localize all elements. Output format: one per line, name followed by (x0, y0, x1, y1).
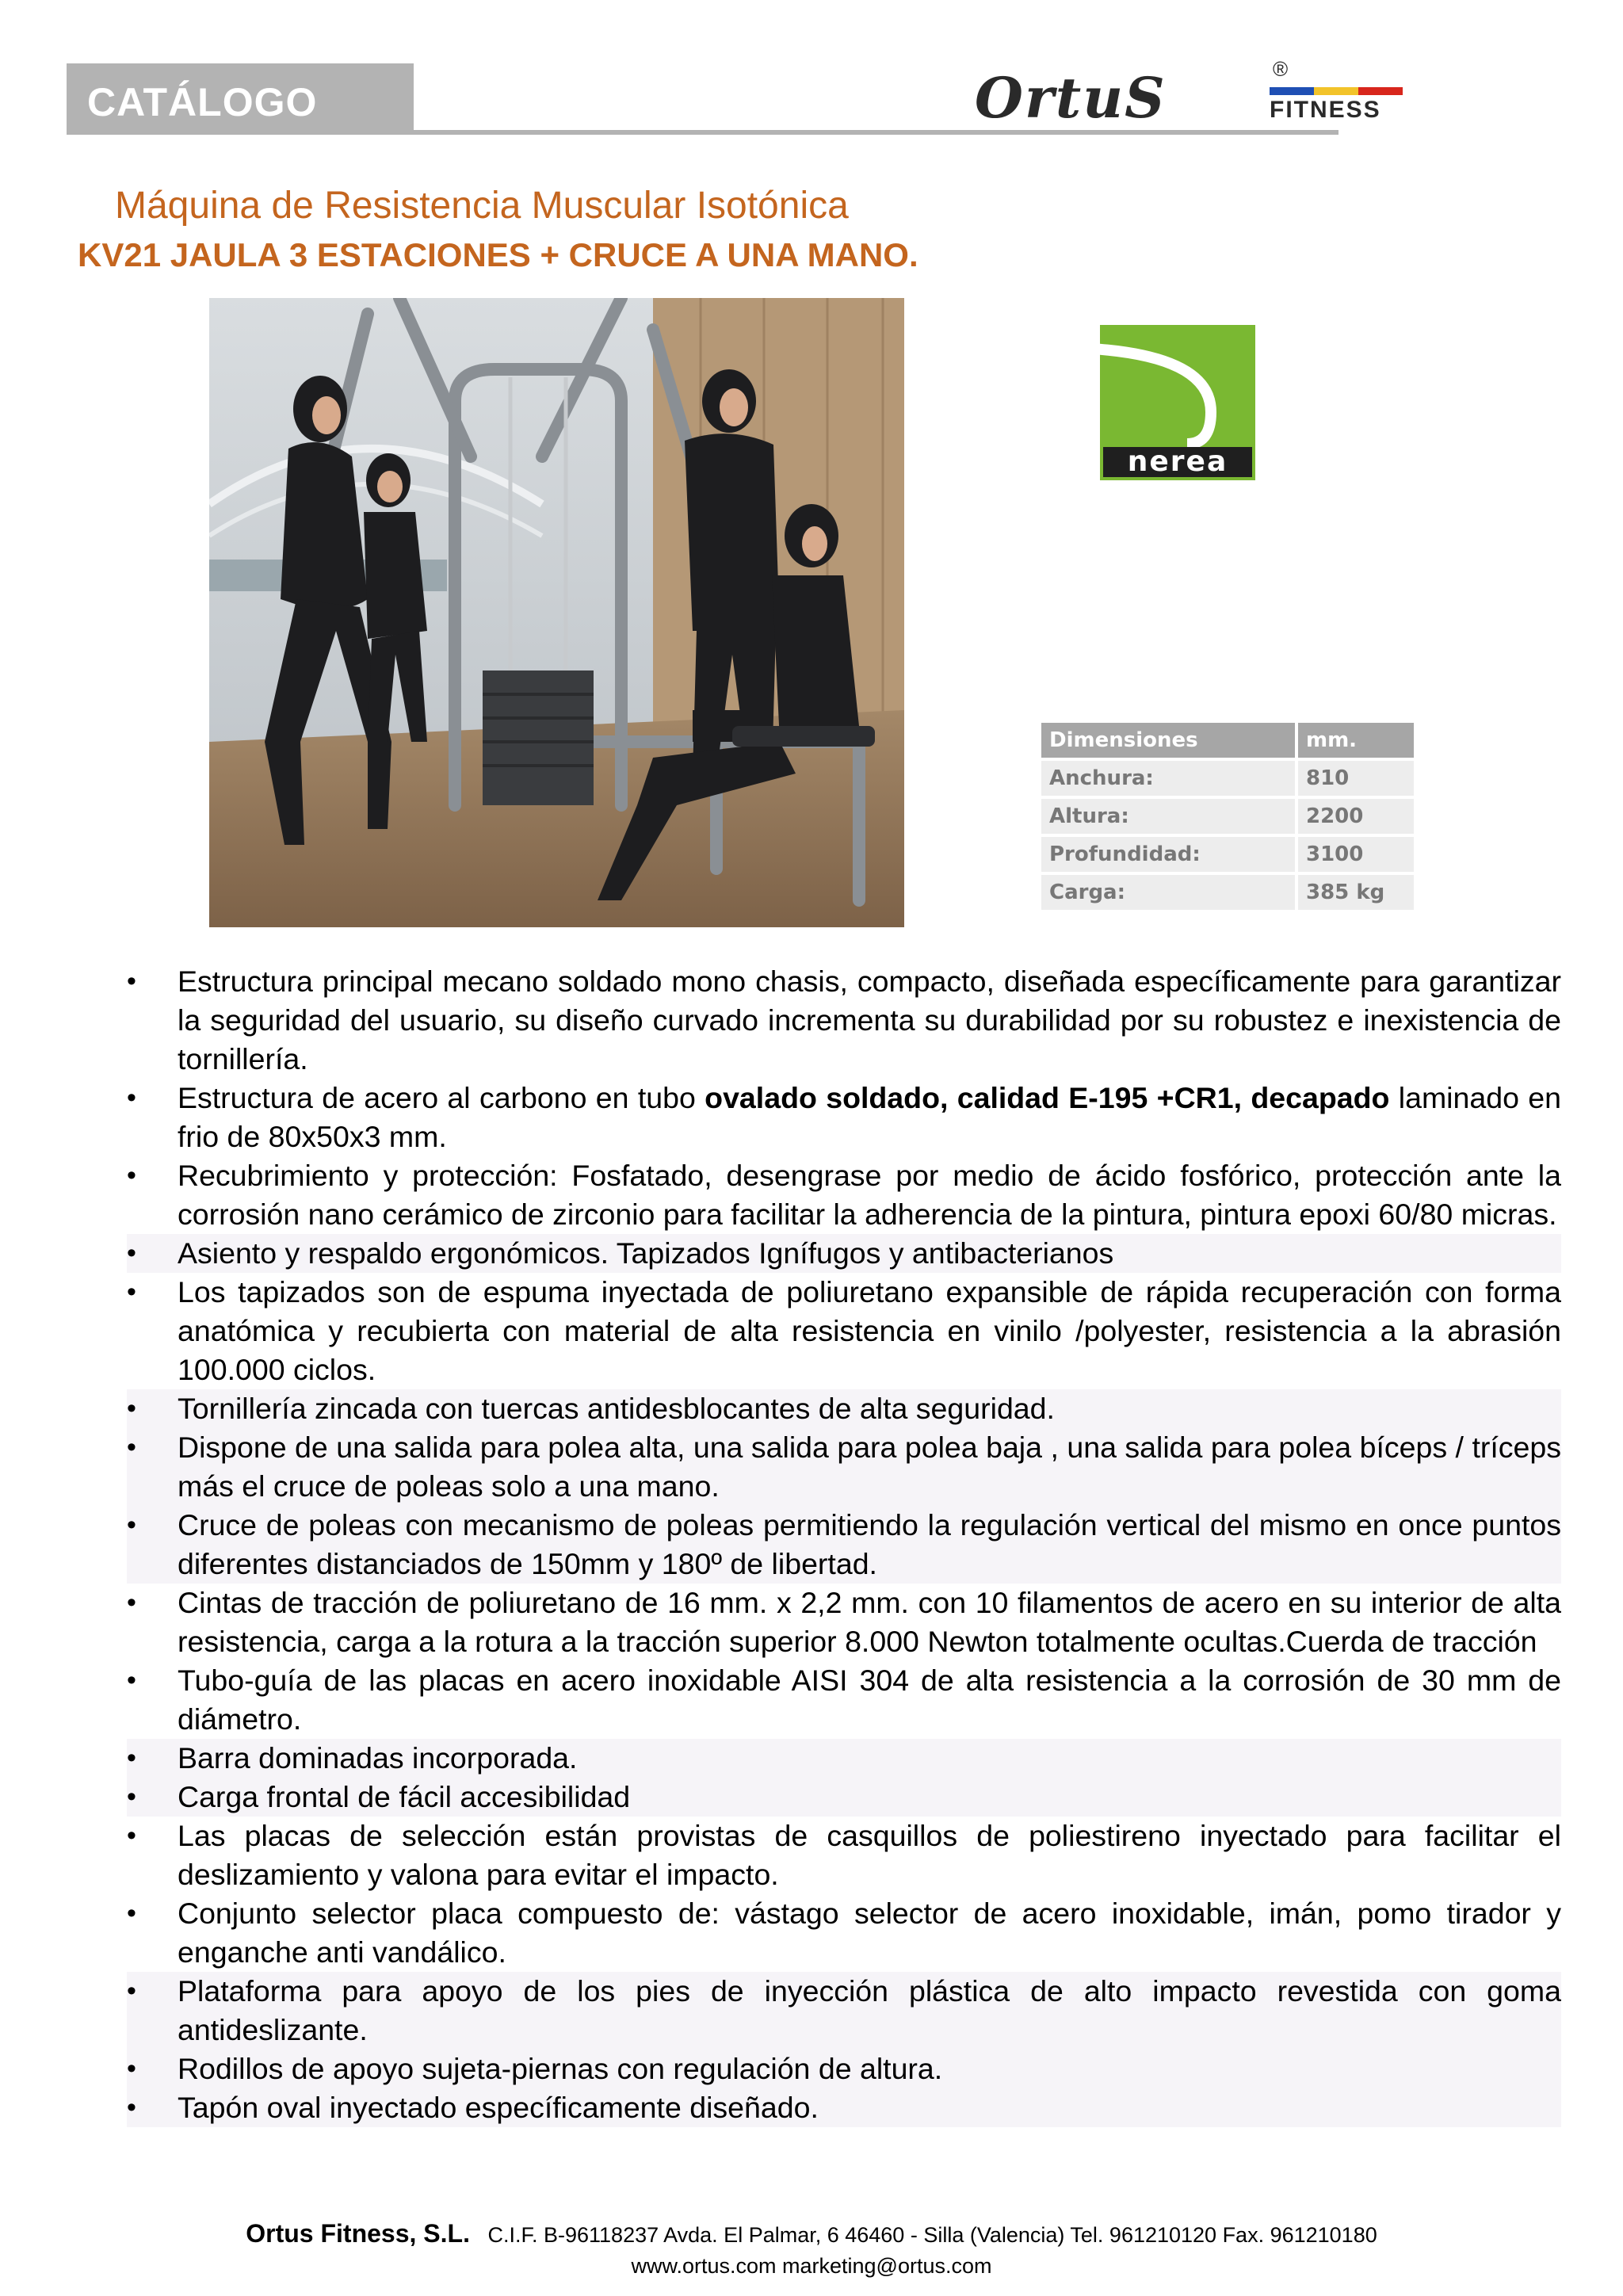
feature-text: Cintas de tracción de poliuretano de 16 mm. x 2,2 mm. con 10 filamentos de acero en su interior de alta resistencia, carga a la rotura a la tracción superior 8.000 Newton totalmente ocultas.Cuerda de tracción (178, 1586, 1561, 1658)
logo-stripe-blue (1270, 87, 1314, 95)
feature-text: Barra dominadas incorporada. (178, 1741, 578, 1775)
feature-item (127, 2088, 1561, 2127)
logo-fitness-text: FITNESS (1270, 97, 1381, 123)
dimension-label: Profundidad: (1041, 837, 1295, 872)
feature-text: Estructura de acero al carbono en tubo (178, 1081, 705, 1114)
feature-item (127, 1661, 1561, 1739)
feature-item (127, 1273, 1561, 1389)
feature-text: Recubrimiento y protección: Fosfatado, desengrase por medio de ácido fosfórico, protección ante la corrosión nano cerámico de zirconio para facilitar la adherencia de la pintura, pintura epoxi 60/80 micras. (178, 1159, 1561, 1231)
dimension-value: 2200 (1298, 799, 1414, 834)
feature-item (127, 1894, 1561, 1972)
logo-stripe-yellow (1314, 87, 1358, 95)
logo-wordmark: OrtuS (975, 65, 1167, 131)
feature-item (127, 1972, 1561, 2050)
footer-line (0, 2219, 1623, 2248)
feature-text: Conjunto selector placa compuesto de: vástago selector de acero inoxidable, imán, pomo tirador y enganche anti vandálico. (178, 1897, 1561, 1969)
feature-text: Tubo-guía de las placas en acero inoxidable AISI 304 de alta resistencia a la corrosión de 30 mm de diámetro. (178, 1664, 1561, 1736)
feature-emphasis: ovalado soldado, calidad E-195 +CR1, decapado (705, 1081, 1390, 1114)
feature-text: Dispone de una salida para polea alta, una salida para polea baja , una salida para polea bíceps / tríceps más el cruce de poleas solo a una mano. (178, 1431, 1561, 1503)
nerea-label: nerea (1103, 447, 1252, 477)
dimension-value: 810 (1298, 761, 1414, 796)
product-title: KV21 JAULA 3 ESTACIONES + CRUCE A UNA MANO. (78, 236, 918, 273)
dimension-value: 385 kg (1298, 875, 1414, 910)
product-photo (209, 298, 904, 927)
dimensions-table (1038, 720, 1417, 913)
feature-item (127, 1506, 1561, 1584)
feature-text: Los tapizados son de espuma inyectada de poliuretano expansible de rápida recuperación con forma anatómica y recubierta con material de alta resistencia en vinilo /polyester, resistencia a la abrasión 100.000 ciclos. (178, 1275, 1561, 1386)
feature-text: Plataforma para apoyo de los pies de inyección plástica de alto impacto revestida con goma antideslizante. (178, 1974, 1561, 2046)
dimensions-row (1041, 875, 1414, 910)
feature-item (127, 1428, 1561, 1506)
dimensions-row (1041, 837, 1414, 872)
feature-item (127, 2050, 1561, 2088)
feature-item (127, 1389, 1561, 1428)
product-subtitle: Máquina de Resistencia Muscular Isotónica (115, 185, 849, 227)
logo-stripe-red (1358, 87, 1403, 95)
footer-contact: www.ortus.com marketing@ortus.com (631, 2254, 992, 2278)
feature-text: Las placas de selección están provistas de casquillos de poliestireno inyectado para facilitar el deslizamiento y valona para evitar el impacto. (178, 1819, 1561, 1891)
feature-list (127, 962, 1561, 2127)
footer-company: Ortus Fitness, S.L. (246, 2219, 470, 2248)
dimension-label: Dimensiones (1041, 723, 1295, 758)
feature-text: Rodillos de apoyo sujeta-piernas con regulación de altura. (178, 2052, 943, 2085)
nerea-badge (1100, 325, 1255, 480)
catalog-banner (67, 63, 414, 135)
dimension-label: Carga: (1041, 875, 1295, 910)
feature-text: Carga frontal de fácil accesibilidad (178, 1780, 631, 1813)
feature-item (127, 1156, 1561, 1234)
ortus-logo (975, 55, 1403, 135)
feature-item (127, 1584, 1561, 1661)
dimension-value: mm. (1298, 723, 1414, 758)
dimensions-header-row (1041, 723, 1414, 758)
dimension-label: Altura: (1041, 799, 1295, 834)
feature-item (127, 1079, 1561, 1156)
dimension-label: Anchura: (1041, 761, 1295, 796)
feature-text: Estructura principal mecano soldado mono chasis, compacto, diseñada específicamente para garantizar la seguridad del usuario, su diseño curvado incrementa su durabilidad por su robustez e inexistencia de tornillería. (178, 965, 1561, 1075)
feature-text: Cruce de poleas con mecanismo de poleas permitiendo la regulación vertical del mismo en once puntos diferentes distanciados de 150mm y 180º de libertad. (178, 1508, 1561, 1580)
feature-item (127, 962, 1561, 1079)
feature-text: Tapón oval inyectado específicamente diseñado. (178, 2091, 819, 2124)
dimensions-row (1041, 761, 1414, 796)
feature-item (127, 1817, 1561, 1894)
feature-item (127, 1778, 1561, 1817)
catalog-label: CATÁLOGO (87, 80, 318, 124)
registered-mark: ® (1273, 57, 1289, 81)
feature-item (127, 1234, 1561, 1273)
dimensions-row (1041, 799, 1414, 834)
feature-text: laminado en frio de 80x50x3 mm. (178, 1081, 1561, 1153)
feature-text: Tornillería zincada con tuercas antidesblocantes de alta seguridad. (178, 1392, 1055, 1425)
feature-text: Asiento y respaldo ergonómicos. Tapizados Ignífugos y antibacterianos (178, 1236, 1114, 1270)
dimension-value: 3100 (1298, 837, 1414, 872)
feature-item (127, 1739, 1561, 1778)
footer-details: C.I.F. B-96118237 Avda. El Palmar, 6 46460 - Silla (Valencia) Tel. 961210120 Fax. 961210180 (487, 2223, 1377, 2247)
